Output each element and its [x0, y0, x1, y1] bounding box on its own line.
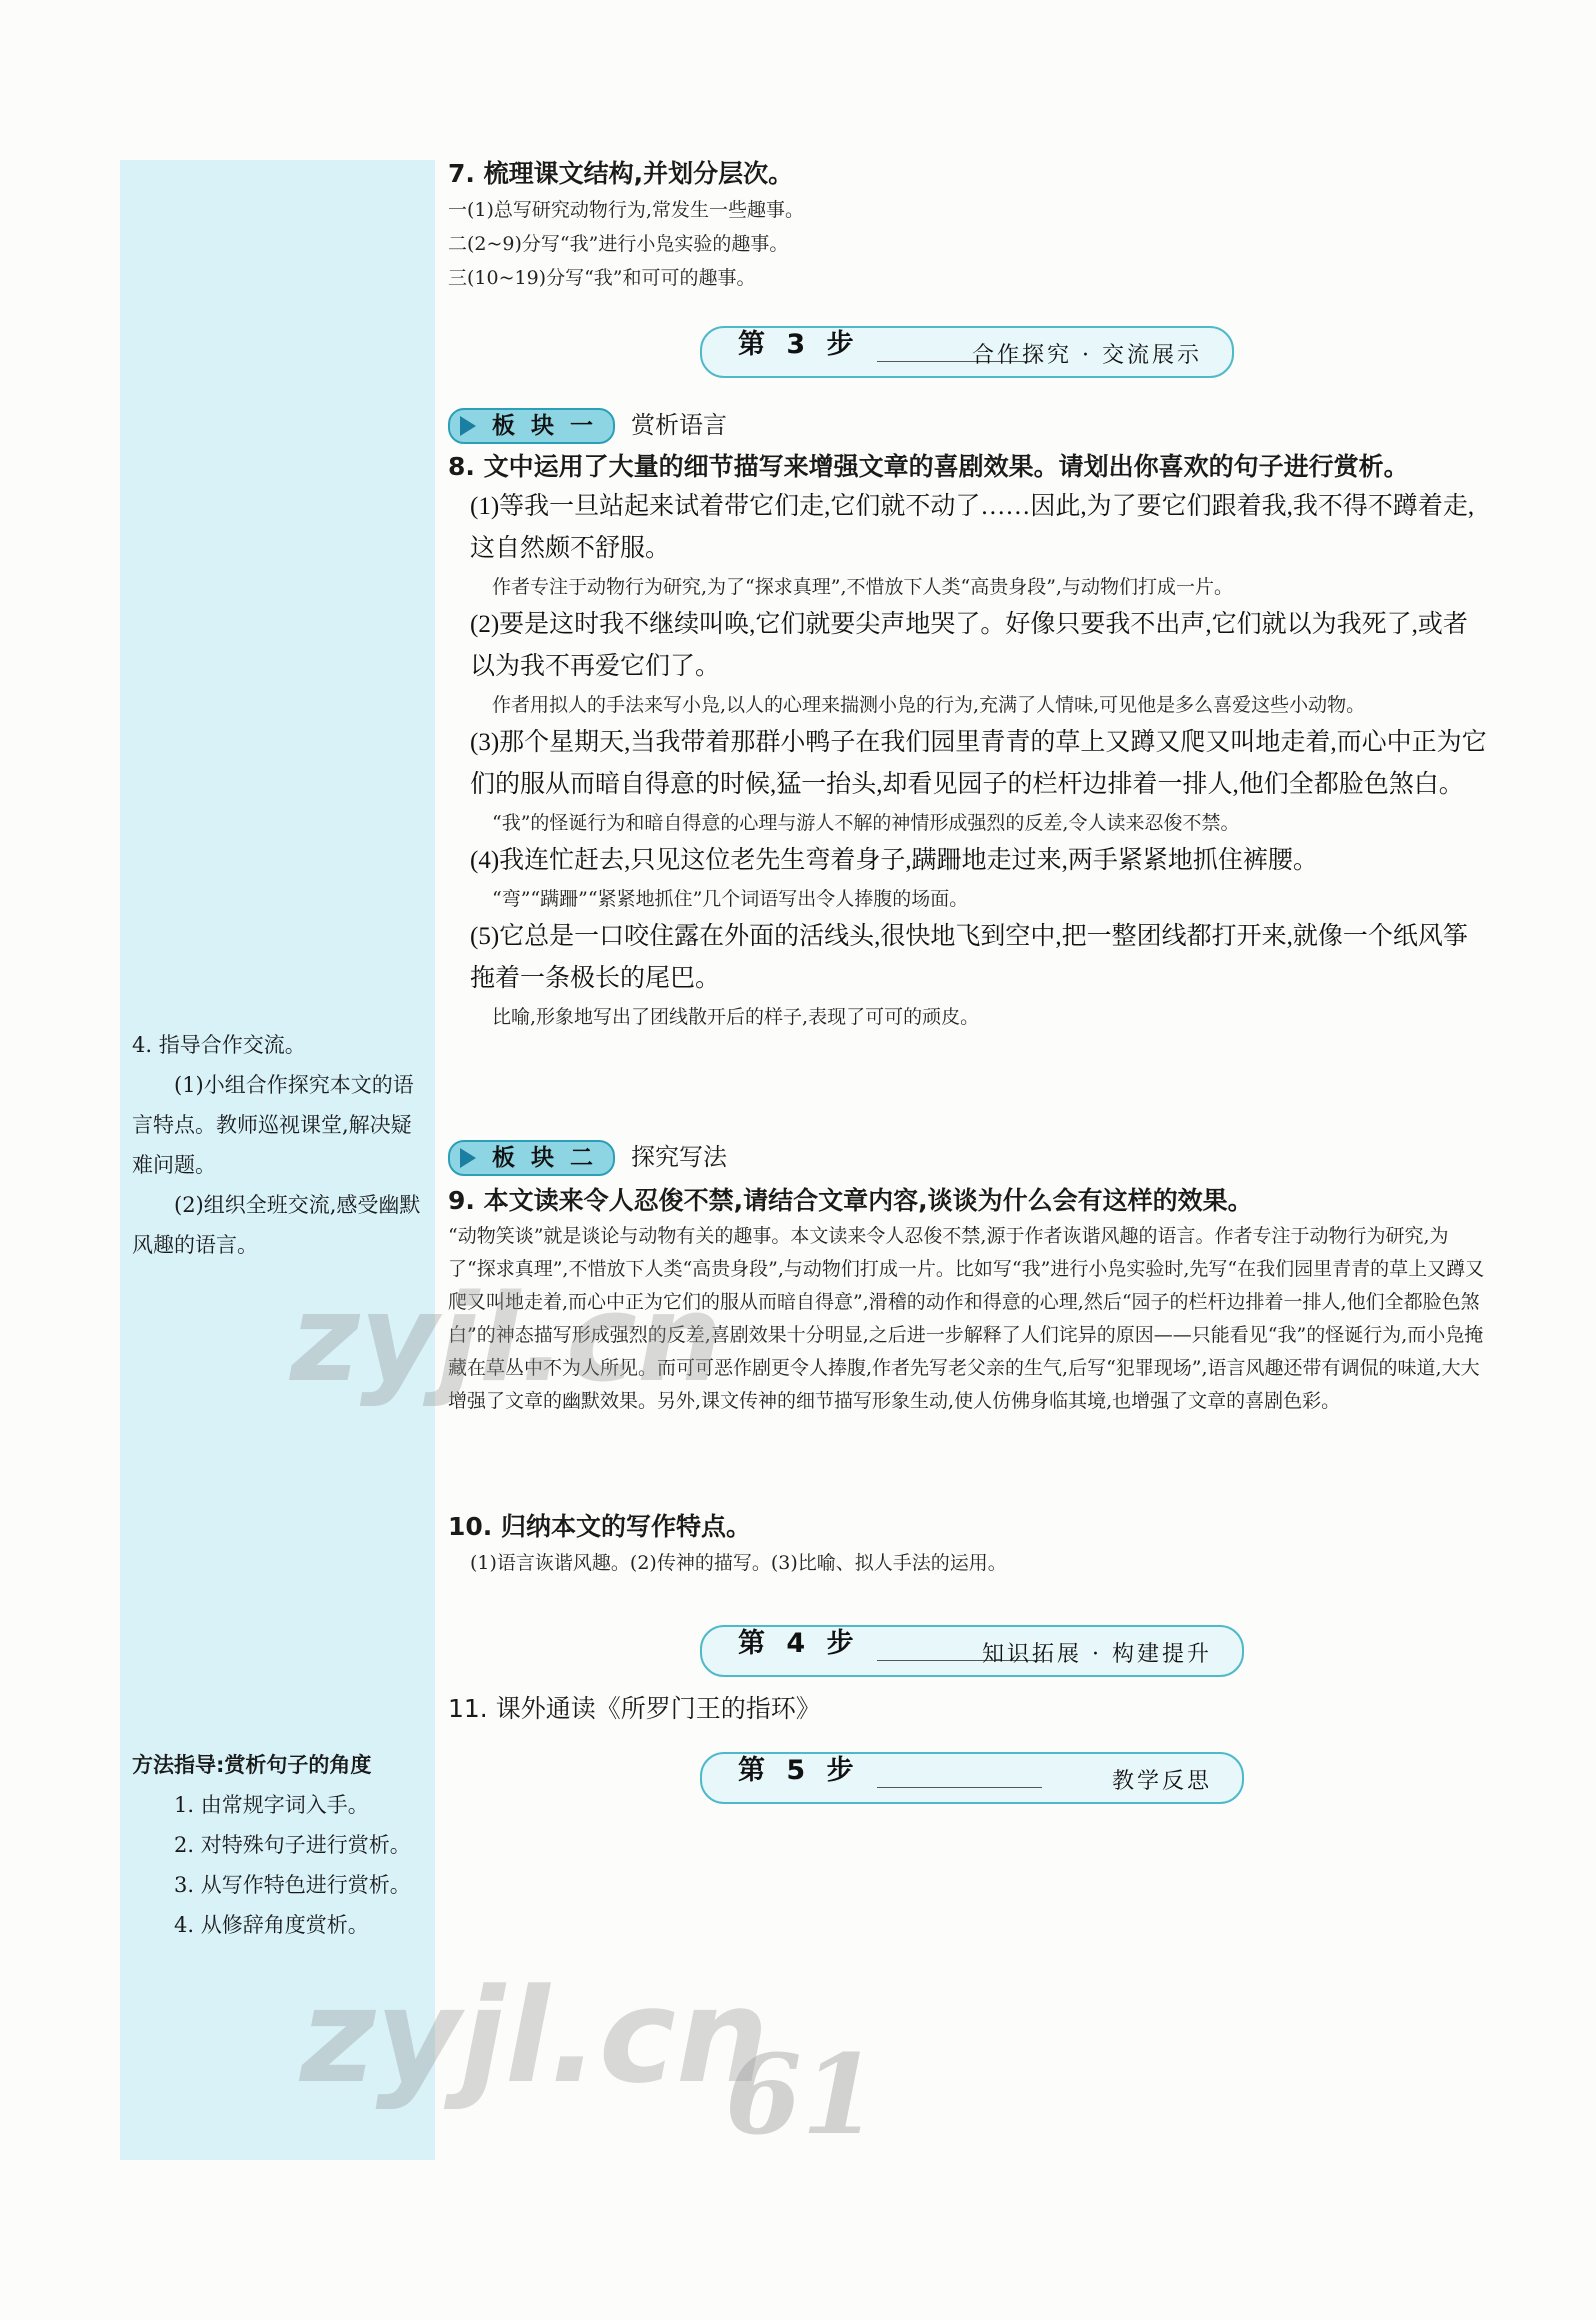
step-3-banner: [700, 326, 1234, 378]
quote-item: (1)等我一旦站起来试着带它们走,它们就不动了……因此,为了要它们跟着我,我不得不蹲着走,这自然颇不舒服。: [470, 493, 1475, 562]
method-item: 4. 从修辞角度赏析。: [174, 1913, 369, 1937]
block-title: 赏析语言: [631, 411, 728, 439]
block-tag: 板 块 二: [448, 1140, 615, 1176]
question-text: 8. 文中运用了大量的细节描写来增强文章的喜剧效果。请划出你喜欢的句子进行赏析。: [448, 452, 1409, 481]
answer-line: 一(1)总写研究动物行为,常发生一些趣事。: [448, 199, 804, 221]
question-text: 9. 本文读来令人忍俊不禁,请结合文章内容,谈谈为什么会有这样的效果。: [448, 1186, 1253, 1215]
guide-title: 4. 指导合作交流。: [132, 1033, 306, 1057]
question-10: [448, 1508, 1488, 1580]
page-number: 61: [725, 2030, 879, 2159]
answer-line: 三(10~19)分写“我”和可可的趣事。: [448, 267, 756, 289]
method-item: 2. 对特殊句子进行赏析。: [174, 1833, 411, 1857]
step-label: 第 5 步: [738, 1755, 860, 1786]
step-label: 第 3 步: [738, 329, 860, 360]
quote-item: (3)那个星期天,当我带着那群小鸭子在我们园里青青的草上又蹲又爬又叫地走着,而心中正为它们的服从而暗自得意的时候,猛一抬头,却看见园子的栏杆边排着一排人,他们全都脸色煞白。: [470, 729, 1487, 798]
method-title: 方法指导:赏析句子的角度: [132, 1753, 372, 1777]
step-subtitle: 教学反思: [1111, 1769, 1212, 1794]
question-text: 10. 归纳本文的写作特点。: [448, 1512, 751, 1541]
method-item: 1. 由常规字词入手。: [174, 1793, 369, 1817]
block-title: 探究写法: [631, 1143, 728, 1171]
question-8: [448, 448, 1488, 1034]
step-5-banner: [700, 1752, 1244, 1804]
block-one-header: [448, 408, 727, 442]
quote-note: “弯”“蹒跚”“紧紧地抓住”几个词语写出令人捧腹的场面。: [492, 888, 969, 910]
watermark: zyjl.cn: [290, 1270, 723, 1409]
quote-item: (2)要是这时我不继续叫唤,它们就要尖声地哭了。好像只要我不出声,它们就以为我死了,或者以为我不再爱它们了。: [470, 611, 1468, 680]
answer-paragraph: “动物笑谈”就是谈论与动物有关的趣事。本文读来令人忍俊不禁,源于作者诙谐风趣的语言。作者专注于动物行为研究,为了“探求真理”,不惜放下人类“高贵身段”,与动物们打成一片。比如写“我”进行小凫实验时,先写“在我们园里青青的草上又蹲又爬又叫地走着,而心中正为它们的服从而暗自得意”,滑稽的动作和得意的心理,然后“园子的栏杆边排着一排人,他们全都脸色煞白”的神态描写形成强烈的反差,喜剧效果十分明显,之后进一步解释了人们诧异的原因——只能看见“我”的怪诞行为,而小凫掩藏在草丛中不为人所见。而可可恶作剧更令人捧腹,作者先写老父亲的生气,后写“犯罪现场”,语言风趣还带有调侃的味道,大大增强了文章的幽默效果。另外,课文传神的细节描写形象生动,使人仿佛身临其境,也增强了文章的喜剧色彩。: [448, 1225, 1485, 1412]
question-11: [448, 1690, 1488, 1728]
question-text: 11. 课外通读《所罗门王的指环》: [448, 1694, 821, 1723]
guide-item-1: (1)小组合作探究本文的语言特点。教师巡视课堂,解决疑难问题。: [132, 1073, 414, 1177]
answer-line: 二(2~9)分写“我”进行小凫实验的趣事。: [448, 233, 789, 255]
play-arrow-icon: [460, 1148, 476, 1168]
quote-note: 作者专注于动物行为研究,为了“探求真理”,不惜放下人类“高贵身段”,与动物们打成一片。: [492, 576, 1233, 598]
sidebar-guide: [132, 1025, 422, 1265]
block-tag: 板 块 一: [448, 408, 615, 444]
watermark: zyjl.cn: [300, 1960, 769, 2112]
block-two-header: [448, 1140, 727, 1174]
question-text: 7. 梳理课文结构,并划分层次。: [448, 159, 794, 188]
quote-item: (5)它总是一口咬住露在外面的活线头,很快地飞到空中,把一整团线都打开来,就像一个纸风筝拖着一条极长的尾巴。: [470, 923, 1468, 992]
answer-line: (1)语言诙谐风趣。(2)传神的描写。(3)比喻、拟人手法的运用。: [470, 1552, 1007, 1574]
sidebar-method: [132, 1745, 422, 1945]
method-item: 3. 从写作特色进行赏析。: [174, 1873, 411, 1897]
quote-note: “我”的怪诞行为和暗自得意的心理与游人不解的神情形成强烈的反差,令人读来忍俊不禁。: [492, 812, 1240, 834]
question-7: [448, 155, 1488, 295]
step-subtitle: 知识拓展 · 构建提升: [982, 1642, 1212, 1667]
quote-note: 比喻,形象地写出了团线散开后的样子,表现了可可的顽皮。: [492, 1006, 980, 1028]
guide-item-2: (2)组织全班交流,感受幽默风趣的语言。: [132, 1193, 421, 1257]
step-subtitle: 合作探究 · 交流展示: [972, 343, 1202, 368]
step-4-banner: [700, 1625, 1244, 1677]
quote-item: (4)我连忙赶去,只见这位老先生弯着身子,蹒跚地走过来,两手紧紧地抓住裤腰。: [470, 847, 1318, 874]
quote-note: 作者用拟人的手法来写小凫,以人的心理来揣测小凫的行为,充满了人情味,可见他是多么喜爱这些小动物。: [492, 694, 1366, 716]
step-label: 第 4 步: [738, 1628, 860, 1659]
play-arrow-icon: [460, 416, 476, 436]
divider: [877, 1787, 1042, 1788]
